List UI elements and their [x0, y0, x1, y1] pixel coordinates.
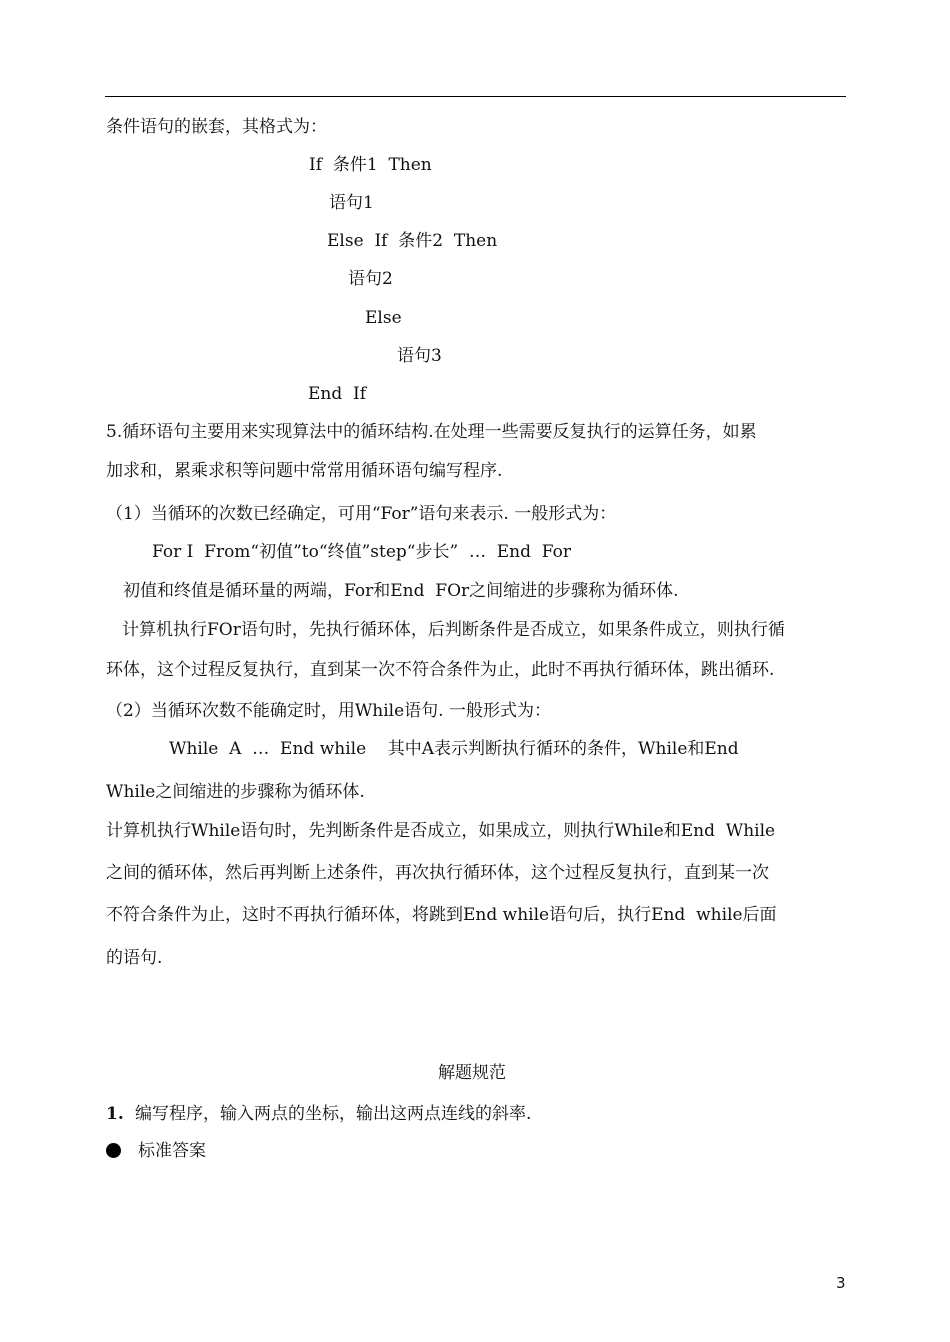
answer-label: 标准答案 [138, 1141, 206, 1161]
code-line-end-if: End If [308, 384, 367, 404]
code-line-else-if: Else If 条件2 Then [327, 231, 498, 251]
while-form-line-1: While A … End while 其中A表示判断执行循环的条件，While和End [169, 739, 739, 759]
problem-number: 1. [106, 1104, 124, 1124]
code-line-statement-1: 语句1 [329, 193, 374, 213]
nested-if-intro: 条件语句的嵌套，其格式为： [106, 117, 327, 137]
header-rule [105, 96, 846, 97]
code-line-if: If 条件1 Then [309, 155, 432, 175]
while-exec-line-2: 之间的循环体，然后再判断上述条件，再次执行循环体，这个过程反复执行，直到某一次 [106, 863, 769, 883]
while-exec-line-4: 的语句. [106, 948, 163, 968]
bullet-icon [106, 1143, 121, 1158]
solution-heading: 解题规范 [438, 1063, 506, 1083]
code-line-statement-2: 语句2 [348, 269, 393, 289]
while-form-line-2: While之间缩进的步骤称为循环体. [106, 782, 365, 802]
for-intro: （1）当循环的次数已经确定，可用“For”语句来表示. 一般形式为： [106, 504, 617, 524]
problem-text: 编写程序，输入两点的坐标，输出这两点连线的斜率. [135, 1104, 532, 1124]
for-note: 初值和终值是循环量的两端，For和End FOr之间缩进的步骤称为循环体. [123, 581, 679, 601]
page-number: 3 [836, 1274, 846, 1292]
code-line-statement-3: 语句3 [397, 346, 442, 366]
while-exec-line-1: 计算机执行While语句时，先判断条件是否成立，如果成立，则执行While和End While [106, 821, 776, 841]
loop-para-line-1: 5.循环语句主要用来实现算法中的循环结构.在处理一些需要反复执行的运算任务，如累 [106, 422, 757, 442]
loop-para-line-2: 加求和，累乘求积等问题中常常用循环语句编写程序. [106, 461, 503, 481]
for-form: For I From“初值”to“终值”step“步长” … End For [152, 542, 572, 562]
for-exec-line-1: 计算机执行FOr语句时，先执行循环体，后判断条件是否成立，如果条件成立，则执行循 [122, 620, 785, 640]
for-exec-line-2: 环体，这个过程反复执行，直到某一次不符合条件为止，此时不再执行循环体，跳出循环. [106, 660, 775, 680]
while-exec-line-3: 不符合条件为止，这时不再执行循环体，将跳到End while语句后，执行End while后面 [106, 905, 777, 925]
code-line-else: Else [365, 308, 402, 328]
while-intro: （2）当循环次数不能确定时，用While语句. 一般形式为： [106, 701, 551, 721]
